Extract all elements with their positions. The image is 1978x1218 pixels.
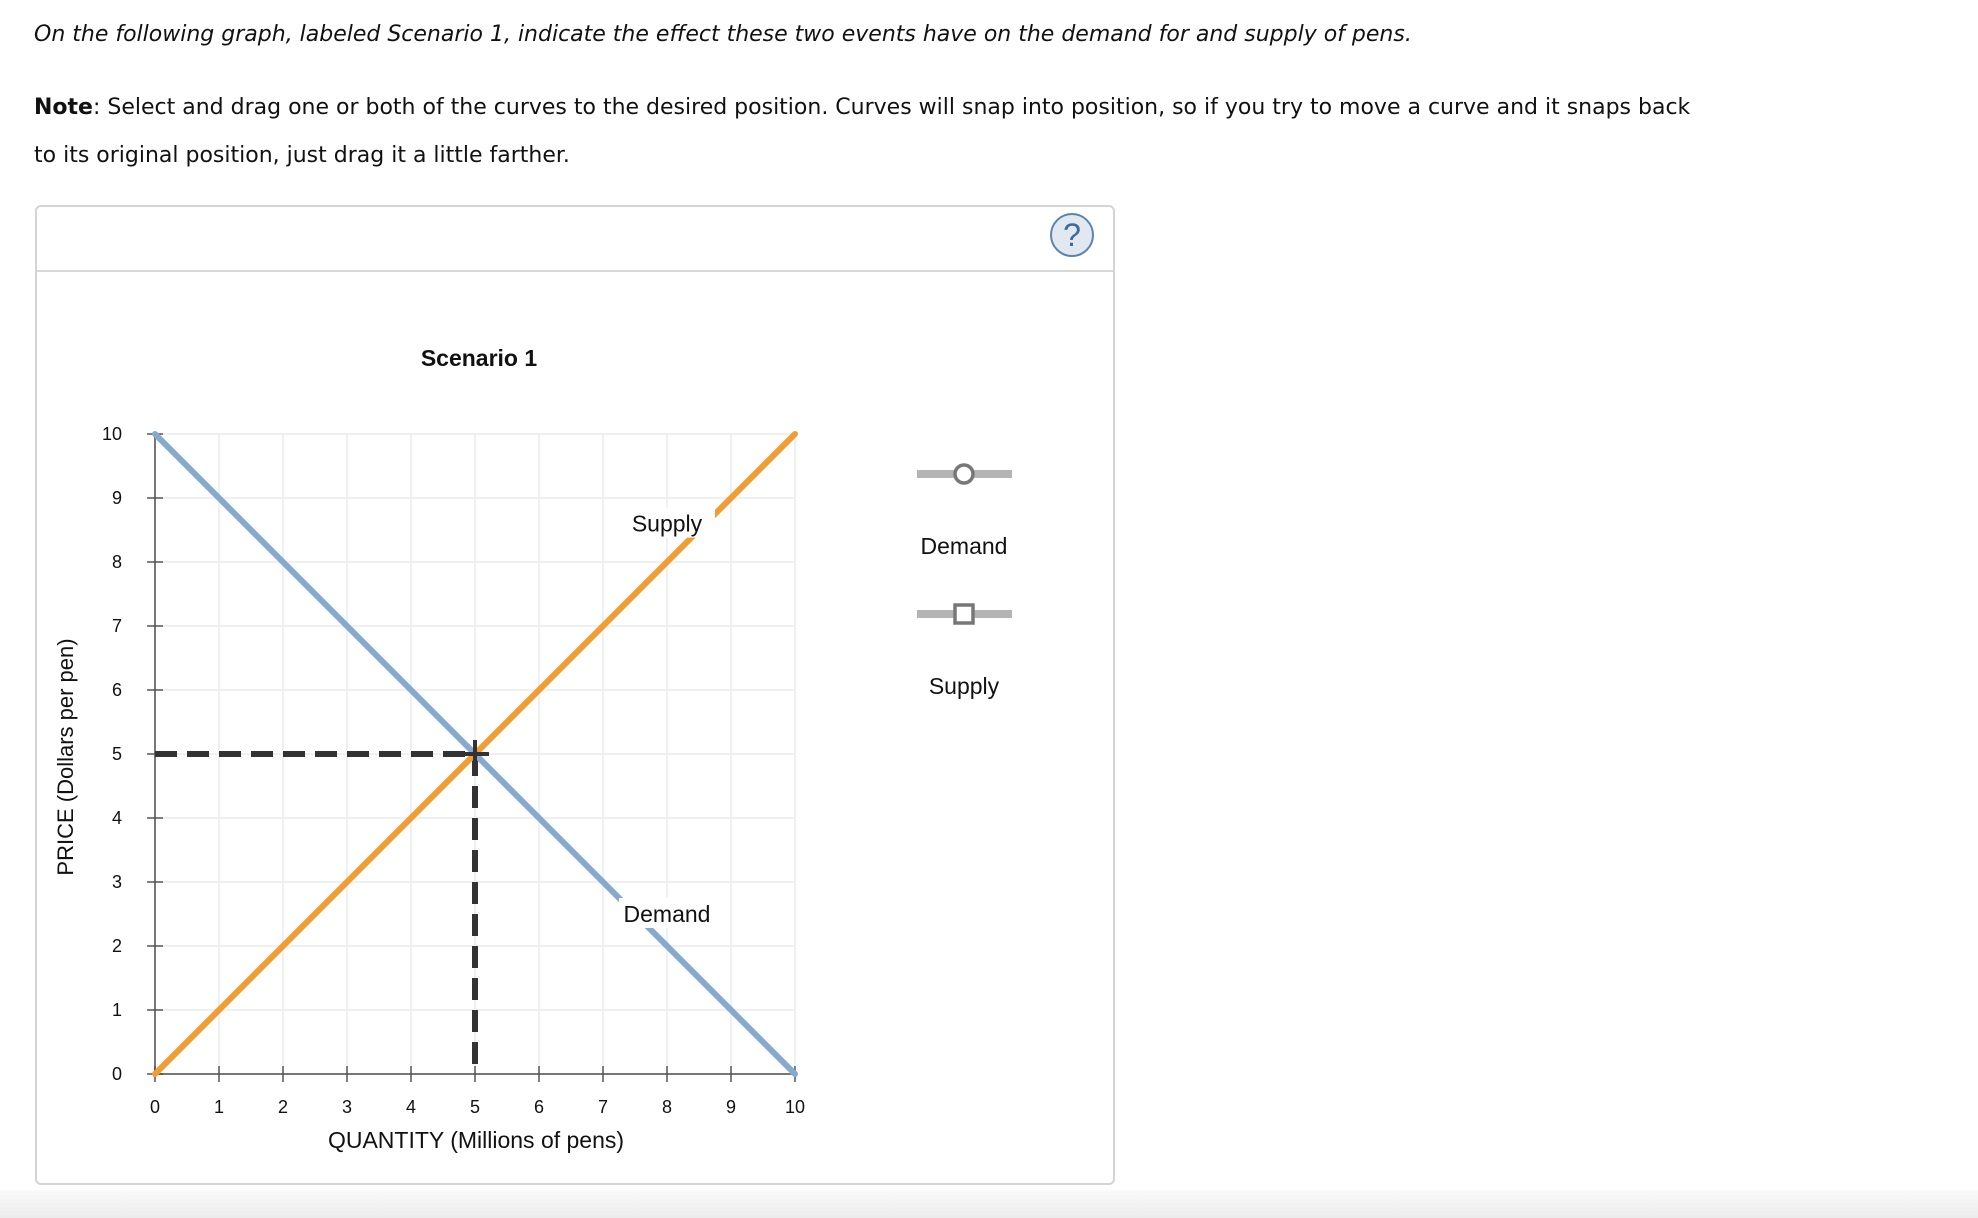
demand-tool-icon[interactable] (955, 465, 973, 483)
y-axis-label: PRICE (Dollars per pen) (53, 638, 78, 876)
x-tick-label: 3 (341, 1097, 353, 1117)
note-text-continued: to its original position, just drag it a little farther. (34, 143, 570, 168)
help-icon[interactable]: ? (1050, 213, 1094, 257)
x-axis-label: QUANTITY (Millions of pens) (327, 1127, 625, 1153)
chart-title: Scenario 1 (420, 345, 538, 371)
x-tick-label: 5 (469, 1097, 481, 1117)
x-tick-label: 9 (725, 1097, 737, 1117)
x-tick-label: 1 (213, 1097, 225, 1117)
x-tick-label: 6 (533, 1097, 545, 1117)
y-tick-label: 7 (111, 616, 122, 636)
supply-tool-icon[interactable] (955, 605, 973, 623)
x-tick-label: 7 (597, 1097, 609, 1117)
supply-curve-label: Supply (631, 510, 703, 537)
y-tick-label: 9 (111, 488, 122, 508)
page-footer (0, 1190, 1978, 1218)
y-tick-label: 2 (111, 936, 122, 956)
y-tick-label: 4 (111, 808, 122, 828)
x-tick-label: 4 (405, 1097, 417, 1117)
x-tick-label: 8 (661, 1097, 673, 1117)
x-tick-label: 10 (784, 1097, 806, 1117)
y-tick-label: 8 (111, 552, 122, 572)
note-body: : Select and drag one or both of the curves to the desired position. Curves will snap into position, so if you try to move a curve and it snaps back (92, 95, 1691, 120)
y-tick-label: 6 (111, 680, 122, 700)
y-tick-label: 3 (111, 872, 122, 892)
supply-legend-label: Supply (928, 673, 1000, 699)
instruction-text: On the following graph, labeled Scenario 1, indicate the effect these two events have on the demand for and supply of pens. (34, 22, 1412, 47)
note-label: Note (34, 95, 93, 120)
y-tick-label: 5 (111, 744, 122, 764)
x-tick-label: 0 (149, 1097, 161, 1117)
y-tick-label: 1 (111, 1000, 122, 1020)
y-tick-label: 0 (111, 1064, 122, 1084)
y-tick-label: 10 (101, 424, 122, 444)
demand-legend-label: Demand (920, 533, 1008, 559)
x-tick-label: 2 (277, 1097, 289, 1117)
demand-curve-label: Demand (623, 901, 711, 927)
